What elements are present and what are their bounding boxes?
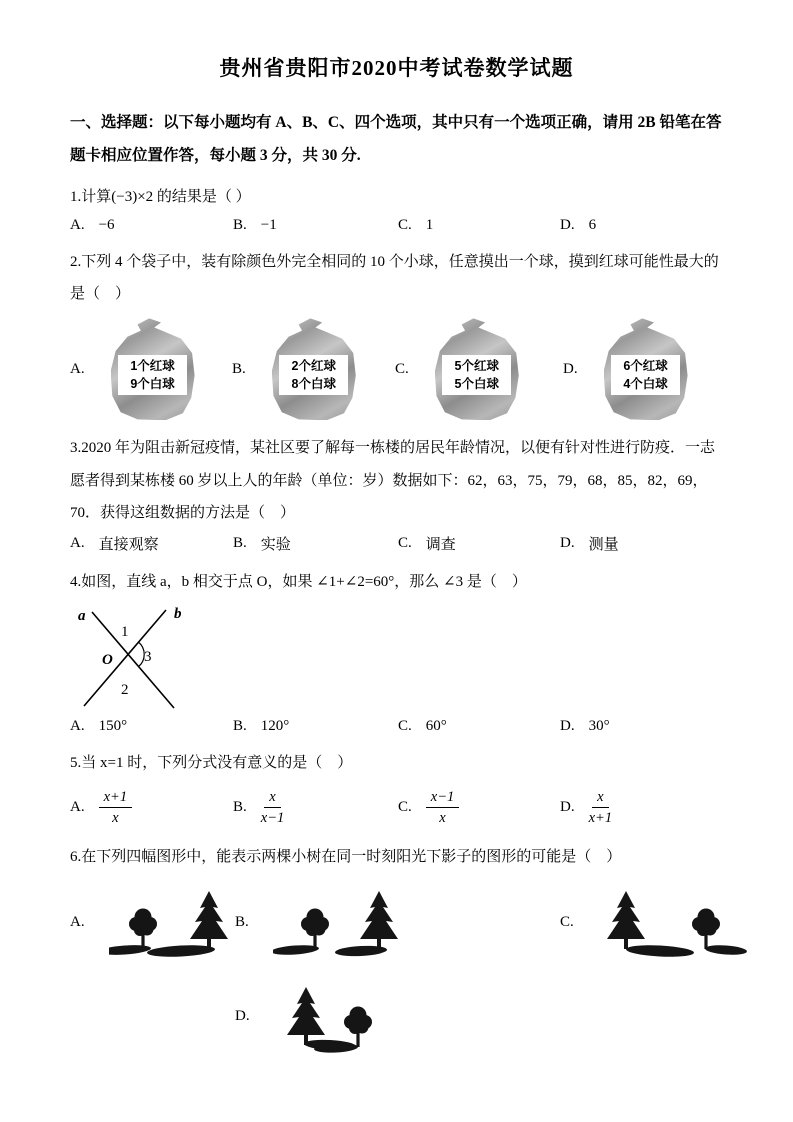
option-text: 实验 [260,537,291,554]
tree-figure-c [560,883,748,961]
option-text: 6 [588,216,597,233]
question-2 [70,246,723,433]
bag-white-count: 5个白球 [454,377,499,392]
question-3-stem: 3.2020 年为阻击新冠疫情，某社区要了解每一栋楼的居民年龄情况，以便有针对性进行防疫．一志愿者得到某栋楼 60 岁以上人的年龄（单位：岁）数据如下：62，63，75，79，68，85，82，69，70．获得这组数据的方法是（ ） [70,440,716,521]
bag-option-a [70,318,232,420]
question-6-options-row2 [235,961,723,1057]
fraction-denominator: x [112,809,119,826]
bag-red-count: 2个红球 [291,359,336,374]
option-label: C. [398,216,412,233]
bag-label [442,355,511,395]
option-c [398,788,560,827]
trees-shadow-image-a [109,883,244,961]
option-label: A. [70,913,85,930]
option-label: B. [233,718,247,735]
option-label: D. [560,718,575,735]
fraction-denominator: x−1 [260,809,285,826]
option-b [233,718,398,735]
option-d [560,217,723,234]
option-label: A. [70,216,85,233]
bag-option-b [232,318,395,420]
option-d [560,533,723,554]
fraction [589,788,612,827]
option-label: D. [560,216,575,233]
option-text: 直接观察 [98,537,159,554]
fraction-numerator: x+1 [99,788,132,808]
bag-option-d [563,318,723,420]
question-1 [70,181,723,246]
option-c [398,217,560,234]
fraction-denominator: x [439,809,446,826]
page-title: 贵州省贵阳市2020中考试卷数学试题 [219,56,574,80]
option-label: B. [232,360,246,377]
option-text: 120° [260,718,290,735]
option-text: 测量 [588,537,619,554]
option-text: 1 [425,216,434,233]
bag-image [604,318,688,420]
option-label: B. [233,535,247,552]
section-intro: 一、选择题：以下每小题均有 A、B、C、四个选项，其中只有一个选项正确，请用 2B 铅笔在答题卡相应位置作答，每小题 3 分，共 30 分. [70,114,722,165]
question-5 [70,747,723,841]
option-a [70,718,233,735]
option-label: C. [560,913,574,930]
option-label: B. [233,798,247,815]
question-2-stem: 2.下列 4 个袋子中，装有除颜色外完全相同的 10 个小球，任意摸出一个球，摸到红球可能性最大的是（ ） [70,253,719,303]
option-label: C. [395,360,409,377]
option-label: B. [233,216,247,233]
question-6-stem: 6.在下列四幅图形中，能表示两棵小树在同一时刻阳光下影子的图形的可能是（ ） [70,848,622,865]
bag-image [111,318,195,420]
question-1-options [70,213,723,246]
bag-white-count: 4个白球 [623,377,668,392]
option-text: 60° [425,718,447,735]
option-a [70,533,233,554]
option-label: A. [70,360,85,377]
option-label: A. [70,718,85,735]
tree-figure-a [70,883,235,961]
question-5-options [70,780,723,841]
option-label: A. [70,535,85,552]
option-label: B. [235,913,249,930]
question-4-options [70,714,723,747]
label-angle-2: 2 [121,682,129,699]
option-label: D. [560,798,575,815]
option-b [233,533,398,554]
option-label: C. [398,718,412,735]
bag-red-count: 6个红球 [623,359,668,374]
option-b [233,788,398,827]
option-a [70,788,233,827]
fraction [99,788,132,827]
option-text: −6 [98,216,115,233]
tree-figure-d [235,975,723,1057]
bag-red-count: 5个红球 [454,359,499,374]
option-label: C. [398,535,412,552]
option-a [70,217,233,234]
question-4 [70,566,723,747]
option-c [398,718,560,735]
tree-figure-b [235,883,560,961]
question-4-stem: 4.如图，直线 a，b 相交于点 O，如果 ∠1+∠2=60°，那么 ∠3 是（ ） [70,574,527,591]
option-d [560,788,723,827]
intersecting-lines-figure [74,602,204,714]
bag-option-c [395,318,563,420]
option-text: −1 [260,216,277,233]
label-line-b: b [174,606,182,623]
fraction-denominator: x+1 [588,809,613,826]
bag-image [272,318,356,420]
option-label: D. [235,1007,250,1024]
fraction [261,788,284,827]
question-6-options-row1 [70,873,723,961]
option-label: C. [398,798,412,815]
option-text: 调查 [425,537,456,554]
trees-shadow-image-d [274,975,389,1057]
question-6 [70,841,723,1057]
label-angle-1: 1 [121,624,129,641]
label-line-a: a [78,608,86,625]
bag-label [279,355,348,395]
bag-white-count: 9个白球 [130,377,175,392]
label-point-o: O [102,652,113,669]
bag-label [118,355,187,395]
trees-shadow-image-b [273,883,423,961]
question-3-options [70,529,723,566]
question-1-stem: 1.计算(−3)×2 的结果是（ ） [70,188,251,205]
trees-shadow-image-c [598,883,748,961]
option-c [398,533,560,554]
bag-red-count: 1个红球 [130,359,175,374]
option-b [233,217,398,234]
fraction [426,788,459,827]
bag-image [435,318,519,420]
question-5-stem: 5.当 x=1 时，下列分式没有意义的是（ ） [70,755,353,772]
option-label: A. [70,798,85,815]
option-label: D. [560,535,575,552]
option-text: 150° [98,718,128,735]
question-3 [70,432,723,566]
label-angle-3: 3 [144,649,152,666]
fraction-numerator: x [264,788,280,808]
bag-label [611,355,680,395]
option-label: D. [563,360,578,377]
fraction-numerator: x [592,788,608,808]
bag-white-count: 8个白球 [291,377,336,392]
option-d [560,718,723,735]
question-2-options [70,310,723,432]
fraction-numerator: x−1 [426,788,459,808]
option-text: 30° [588,718,610,735]
